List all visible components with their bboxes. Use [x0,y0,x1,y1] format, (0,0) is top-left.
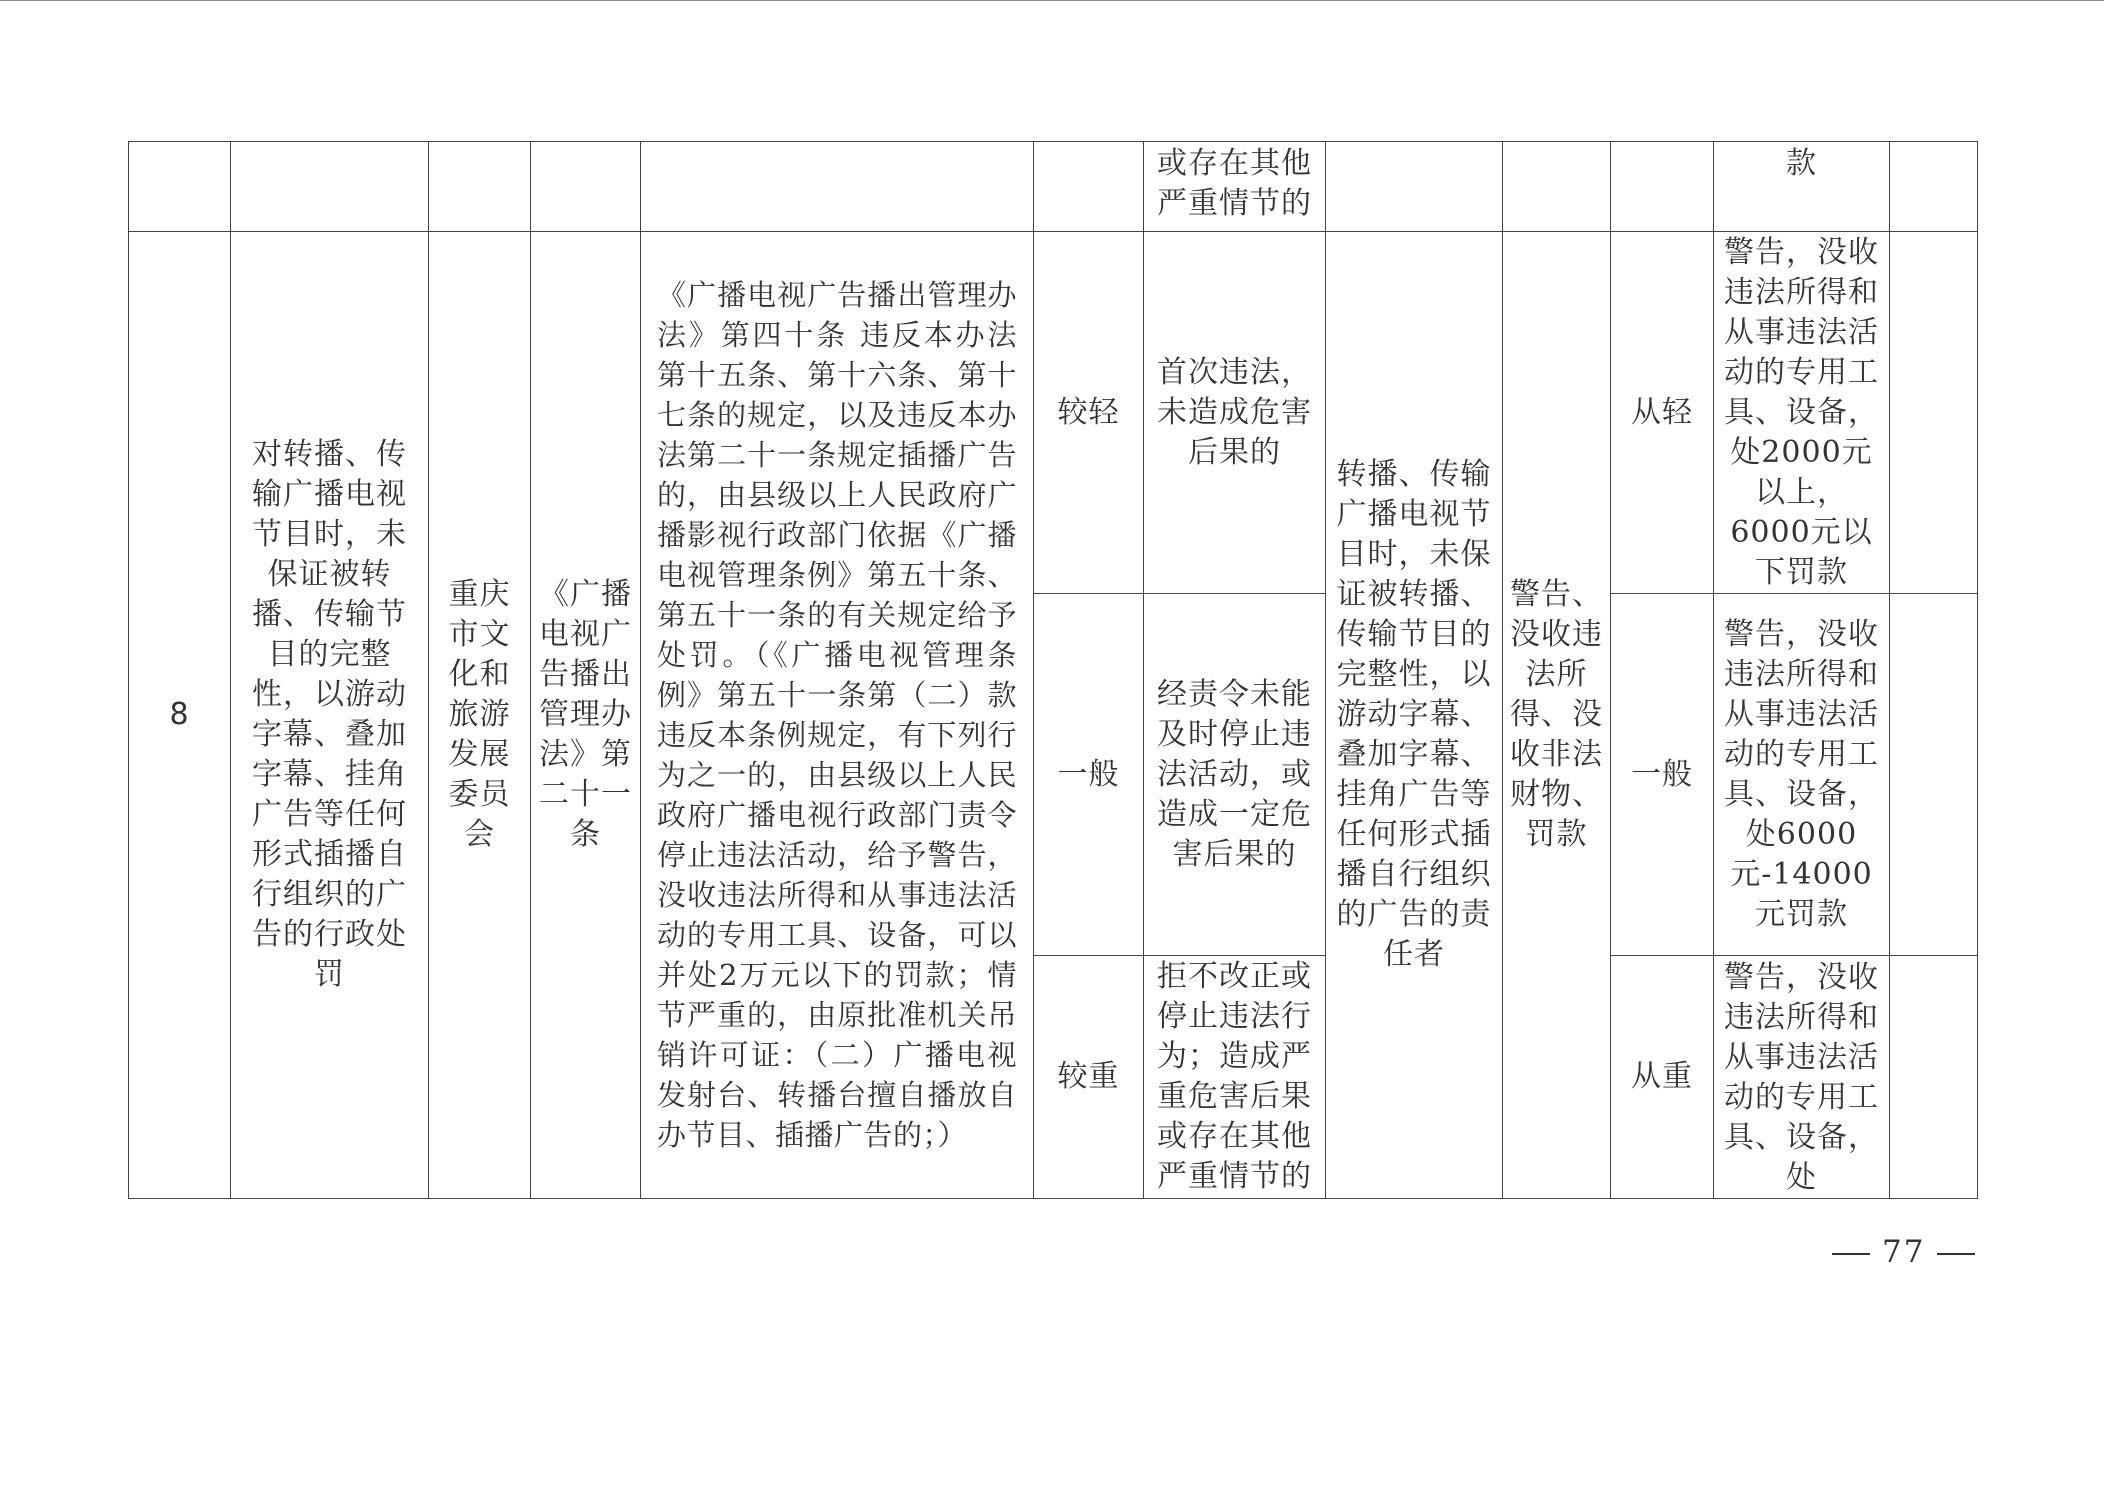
cell-empty [1890,142,1978,232]
standard-cell: 警告，没收违法所得和从事违法活动的专用工具、设备，处 [1714,956,1890,1199]
standard-cell: 警告，没收违法所得和从事违法活动的专用工具、设备，处6000元-14000元罚款 [1714,594,1890,956]
level-row-lighter [129,232,1978,594]
regulation-cell: 《广播电视广告播出管理办法》第二十一条 [531,232,641,1199]
cell-empty [531,142,641,232]
cell-empty [429,142,531,232]
penalty-discretion-table [128,141,1978,1199]
note-cell [1890,594,1978,956]
cell-empty [1326,142,1503,232]
cell-empty [641,142,1034,232]
discretion-cell: 一般 [1611,594,1714,956]
degree-cell: 一般 [1034,594,1144,956]
standard-cell: 警告，没收违法所得和从事违法活动的专用工具、设备，处2000元以上，6000元以下罚款 [1714,232,1890,594]
page-number [1820,1234,1970,1270]
criterion-cell: 拒不改正或停止违法行为；造成严重危害后果或存在其他严重情节的 [1144,956,1326,1199]
page-number-dash-left [1832,1253,1870,1255]
penalty-types-cell: 警告、没收违法所得、没收非法财物、罚款 [1503,232,1611,1199]
standard-continued-cell: 款 [1714,142,1890,232]
page-number-dash-right [1937,1253,1975,1255]
page-top-rule [0,0,2104,1]
note-cell [1890,232,1978,594]
discretion-cell: 从轻 [1611,232,1714,594]
cell-empty [1503,142,1611,232]
note-cell [1890,956,1978,1199]
cell-empty [1034,142,1144,232]
discretion-cell: 从重 [1611,956,1714,1199]
legal-basis-cell: 《广播电视广告播出管理办法》第四十条 违反本办法第十五条、第十六条、第十七条的规定，以及违反本办法第二十一条规定插播广告的，由县级以上人民政府广播影视行政部门依据《广播电视管理条例》第五十条、第五十一条的有关规定给予处罚。（《广播电视管理条例》第五十一条第（二）款违反本条例规定，有下列行为之一的，由县级以上人民政府广播电视行政部门责令停止违法活动，给予警告，没收违法所得和从事违法活动的专用工具、设备，可以并处2万元以下的罚款；情节严重的，由原批准机关吊销许可证：（二）广播电视发射台、转播台擅自播放自办节目、插播广告的；） [641,232,1034,1199]
violation-conduct-cell: 转播、传输广播电视节目时，未保证被转播、传输节目的完整性，以游动字幕、叠加字幕、挂角广告等任何形式插播自行组织的广告的责任者 [1326,232,1503,1199]
agency-cell: 重庆市文化和旅游发展委员会 [429,232,531,1199]
continued-row [129,142,1978,232]
degree-cell: 较重 [1034,956,1144,1199]
page-number-value: 77 [1882,1234,1926,1270]
cell-empty [129,142,231,232]
criterion-continued-cell: 或存在其他严重情节的 [1144,142,1326,232]
criterion-cell: 经责令未能及时停止违法活动，或造成一定危害后果的 [1144,594,1326,956]
item-number-cell: 8 [129,232,231,1199]
cell-empty [231,142,429,232]
matter-cell: 对转播、传输广播电视节目时，未保证被转播、传输节目的完整性，以游动字幕、叠加字幕、挂角广告等任何形式插播自行组织的广告的行政处罚 [231,232,429,1199]
degree-cell: 较轻 [1034,232,1144,594]
cell-empty [1611,142,1714,232]
criterion-cell: 首次违法，未造成危害后果的 [1144,232,1326,594]
